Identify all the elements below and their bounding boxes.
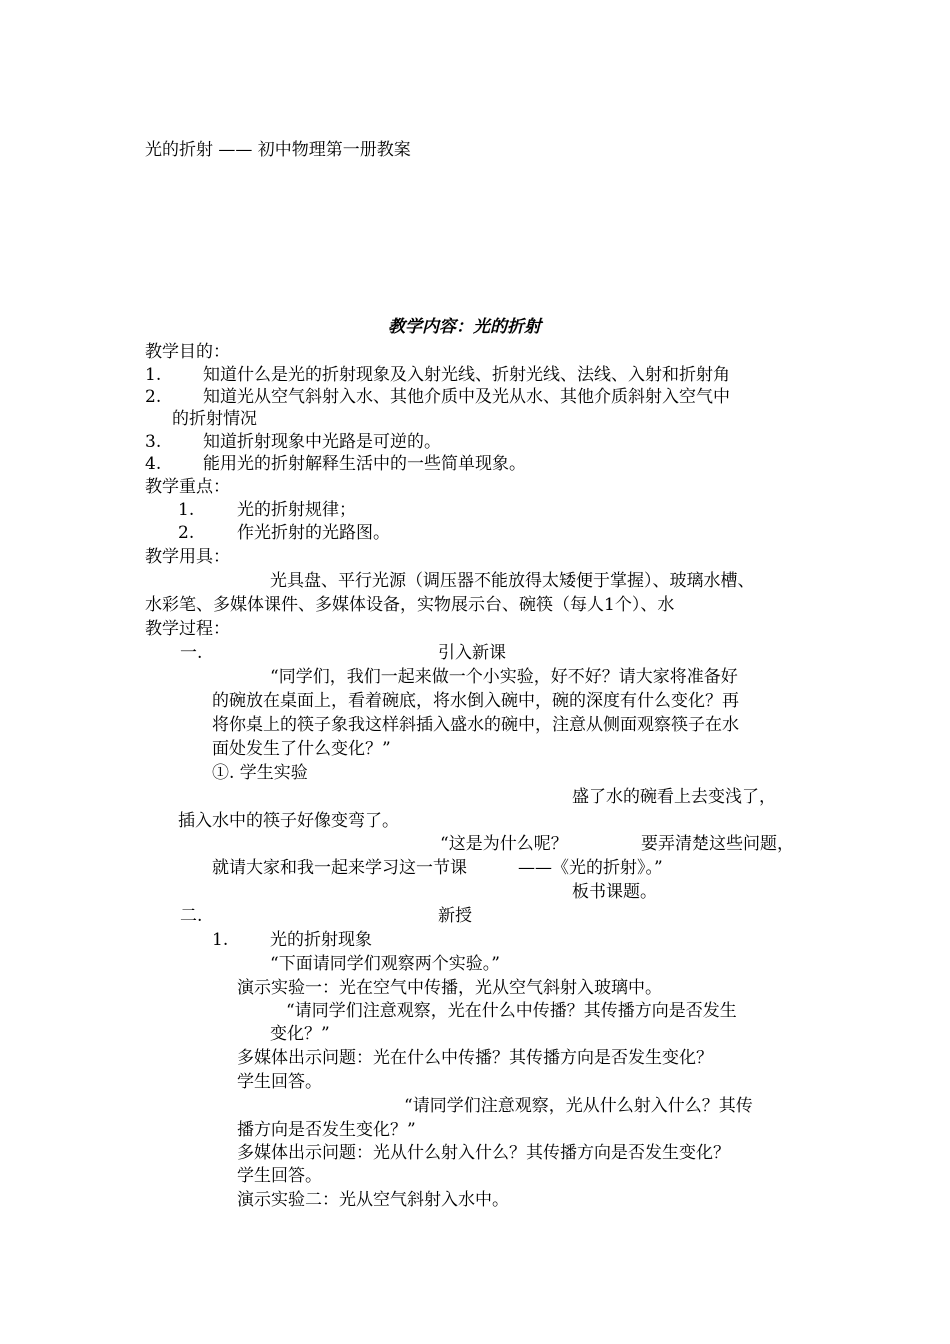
objective-text: 知道光从空气斜射入水、其他介质中及光从水、其他介质斜射入空气中 [203, 387, 730, 407]
student-answer: 学生回答。 [237, 1166, 322, 1186]
teacher-question: “这是为什么呢？ [440, 834, 568, 854]
subsection-title: 光的折射现象 [270, 930, 372, 950]
process-label: 教学过程： [145, 619, 230, 639]
multimedia-question: 多媒体出示问题：光在什么中传播？其传播方向是否发生变化？ [237, 1048, 713, 1068]
objective-number: 1. [145, 365, 162, 385]
teacher-quote-line: 播方向是否发生变化？” [237, 1120, 416, 1140]
objective-number: 3. [145, 432, 162, 452]
key-point-number: 2. [178, 523, 195, 543]
section-number: 二. [180, 906, 203, 926]
teacher-quote-line: “同学们，我们一起来做一个小实验，好不好？请大家将准备好 [270, 667, 738, 687]
lesson-heading: 教学内容：光的折射 [388, 317, 541, 337]
objective-text: 能用光的折射解释生活中的一些简单现象。 [203, 454, 526, 474]
teacher-quote-line: 将你桌上的筷子象我这样斜插入盛水的碗中，注意从侧面观察筷子在水 [212, 715, 739, 735]
demo-experiment: 演示实验二：光从空气斜射入水中。 [237, 1190, 509, 1210]
objective-text-continued: 的折射情况 [172, 409, 257, 429]
teacher-quote-line: “请同学们注意观察，光从什么射入什么？其传 [404, 1096, 753, 1116]
section-title: 新授 [438, 906, 472, 926]
teacher-quote-line: 面处发生了什么变化？” [212, 739, 391, 759]
section-number: 一. [180, 643, 203, 663]
key-points-label: 教学重点： [145, 477, 230, 497]
observation-text: 盛了水的碗看上去变浅了， [572, 787, 776, 807]
student-experiment-label: ①. 学生实验 [212, 763, 308, 783]
student-answer: 学生回答。 [237, 1072, 322, 1092]
objective-number: 2. [145, 387, 162, 407]
tools-text-continued: 水彩笔、多媒体课件、多媒体设备，实物展示台、碗筷（每人1个）、水 [145, 595, 675, 615]
section-title: 引入新课 [438, 643, 506, 663]
teacher-quote-line: “下面请同学们观察两个实验。” [270, 954, 500, 974]
teacher-quote-line: “请同学们注意观察，光在什么中传播？其传播方向是否发生 [286, 1001, 737, 1021]
key-point-text: 作光折射的光路图。 [237, 523, 390, 543]
key-point-number: 1. [178, 500, 195, 520]
teacher-question: 要弄清楚这些问题， [641, 834, 794, 854]
multimedia-question: 多媒体出示问题：光从什么射入什么？其传播方向是否发生变化？ [237, 1143, 730, 1163]
objective-number: 4. [145, 454, 162, 474]
objective-text: 知道折射现象中光路是可逆的。 [203, 432, 441, 452]
objective-text: 知道什么是光的折射现象及入射光线、折射光线、法线、入射和折射角 [203, 365, 730, 385]
tools-text: 光具盘、平行光源（调压器不能放得太矮便于掌握）、玻璃水槽、 [270, 571, 755, 591]
document-title: 光的折射 —— 初中物理第一册教案 [145, 140, 411, 160]
key-point-text: 光的折射规律； [237, 500, 356, 520]
teacher-question: 就请大家和我一起来学习这一节课 [212, 858, 467, 878]
board-note: 板书课题。 [572, 882, 657, 902]
tools-label: 教学用具： [145, 547, 230, 567]
teacher-quote-line: 的碗放在桌面上，看着碗底，将水倒入碗中，碗的深度有什么变化？再 [212, 691, 739, 711]
teacher-question: ——《光的折射》。” [518, 858, 663, 878]
observation-text-continued: 插入水中的筷子好像变弯了。 [178, 811, 399, 831]
objectives-label: 教学目的： [145, 342, 230, 362]
teacher-quote-line: 变化？” [270, 1024, 330, 1044]
demo-experiment: 演示实验一：光在空气中传播，光从空气斜射入玻璃中。 [237, 978, 662, 998]
subsection-number: 1. [212, 930, 229, 950]
